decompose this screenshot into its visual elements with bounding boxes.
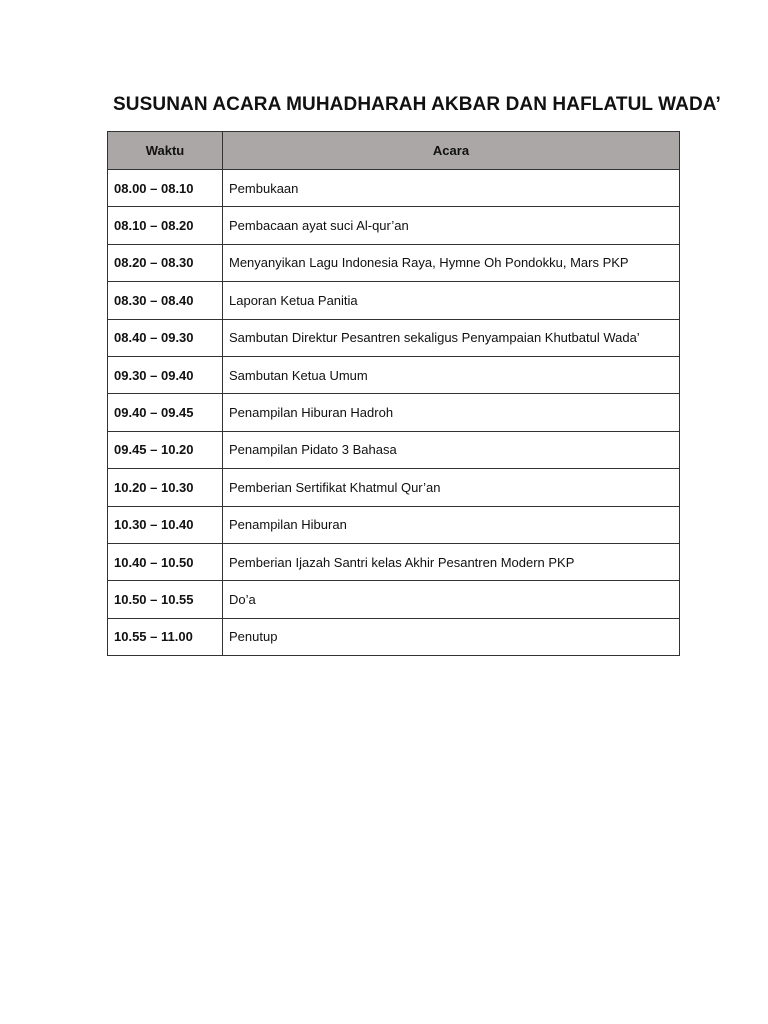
- table-row: [108, 394, 680, 431]
- time-cell: 08.00 – 08.10: [108, 170, 223, 207]
- event-cell: Pemberian Sertifikat Khatmul Qur’an: [223, 469, 680, 506]
- event-cell: Penampilan Pidato 3 Bahasa: [223, 431, 680, 468]
- table-row: [108, 506, 680, 543]
- table-row: [108, 618, 680, 655]
- time-cell: 08.40 – 09.30: [108, 319, 223, 356]
- header-row: [108, 132, 680, 170]
- event-cell: Do’a: [223, 581, 680, 618]
- event-cell: Pemberian Ijazah Santri kelas Akhir Pesantren Modern PKP: [223, 543, 680, 580]
- event-cell: Sambutan Direktur Pesantren sekaligus Penyampaian Khutbatul Wada’: [223, 319, 680, 356]
- schedule-table: [107, 131, 680, 656]
- event-cell: Laporan Ketua Panitia: [223, 282, 680, 319]
- event-cell: Menyanyikan Lagu Indonesia Raya, Hymne Oh Pondokku, Mars PKP: [223, 244, 680, 281]
- time-cell: 09.40 – 09.45: [108, 394, 223, 431]
- event-cell: Penutup: [223, 618, 680, 655]
- schedule-table-body: [108, 170, 680, 656]
- document-title: SUSUNAN ACARA MUHADHARAH AKBAR DAN HAFLATUL WADA’: [113, 94, 721, 115]
- time-cell: 08.10 – 08.20: [108, 207, 223, 244]
- table-row: [108, 207, 680, 244]
- event-cell: Penampilan Hiburan: [223, 506, 680, 543]
- table-row: [108, 581, 680, 618]
- table-row: [108, 543, 680, 580]
- event-cell: Pembukaan: [223, 170, 680, 207]
- header-cell-event: Acara: [223, 132, 680, 170]
- time-cell: 10.30 – 10.40: [108, 506, 223, 543]
- table-row: [108, 319, 680, 356]
- time-cell: 08.20 – 08.30: [108, 244, 223, 281]
- table-row: [108, 469, 680, 506]
- time-cell: 09.45 – 10.20: [108, 431, 223, 468]
- time-cell: 10.40 – 10.50: [108, 543, 223, 580]
- header-cell-time: Waktu: [108, 132, 223, 170]
- time-cell: 10.55 – 11.00: [108, 618, 223, 655]
- event-cell: Penampilan Hiburan Hadroh: [223, 394, 680, 431]
- time-cell: 10.50 – 10.55: [108, 581, 223, 618]
- time-cell: 09.30 – 09.40: [108, 356, 223, 393]
- table-row: [108, 170, 680, 207]
- event-cell: Pembacaan ayat suci Al-qur’an: [223, 207, 680, 244]
- table-row: [108, 356, 680, 393]
- time-cell: 08.30 – 08.40: [108, 282, 223, 319]
- table-row: [108, 244, 680, 281]
- table-row: [108, 431, 680, 468]
- time-cell: 10.20 – 10.30: [108, 469, 223, 506]
- schedule-table-header: [108, 132, 680, 170]
- table-row: [108, 282, 680, 319]
- event-cell: Sambutan Ketua Umum: [223, 356, 680, 393]
